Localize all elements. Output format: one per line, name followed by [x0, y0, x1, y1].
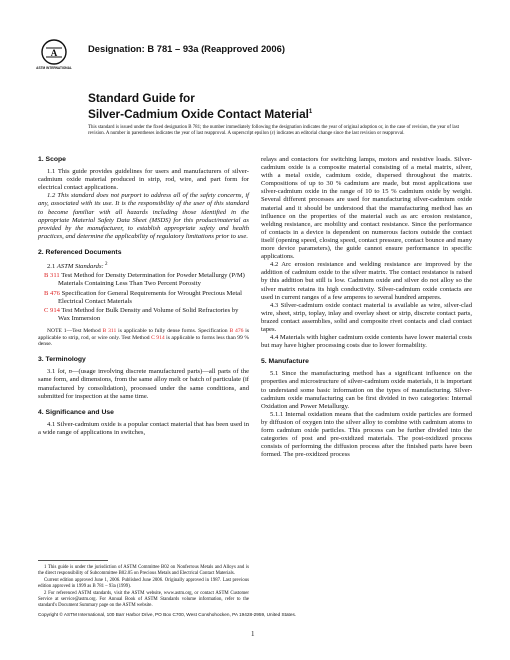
paragraph-5-1: 5.1 Since the manufacturing method has a significant influence on the properties and microstructure of silver-cadmium oxide materials, it is important to understand some basic information on the types of manufacturing. Silver-cadmium oxide manufacturing can be first divided in two categories: Internal Oxidation and Power Metallurgy. [261, 370, 472, 410]
document-designation: Designation: B 781 – 93a (Reapproved 2006) [88, 43, 285, 54]
page-number: 1 [251, 630, 255, 638]
svg-text:A: A [50, 48, 58, 58]
footnote-2-mark[interactable]: 2 [103, 262, 108, 268]
paragraph-1-1: 1.1 This guide provides guidelines for users and manufacturers of silver-cadmium oxide material produced in strip, rod, wire, and part form for electrical contact applications. [38, 168, 249, 192]
note-link-b311[interactable]: B 311 [102, 327, 117, 334]
title-line-1: Standard Guide for [88, 91, 195, 105]
copyright-line: Copyright © ASTM International, 100 Barr Harbor Drive, PO Box C700, West Conshohocken, PA 19428-2959, United States. [38, 612, 297, 617]
title-line-2: Silver-Cadmium Oxide Contact Material$^1$ [88, 106, 313, 121]
paragraph-4-1-start: 4.1 Silver-cadmium oxide is a popular contact material that has been used in a wide range of applications in switches, [38, 420, 249, 436]
reference-link-b476[interactable]: B 476 [44, 289, 60, 297]
issue-note: This standard is issued under the fixed designation B 781; the number immediately following the designation indicates the year of original adoption or, in the case of revision, the year of last revision. A number in parentheses indicates the year of last reapproval. A superscript epsilon (ε) indicates an editorial change since the last revision or reapproval. [88, 125, 459, 137]
paragraph-4-3: 4.3 Silver-cadmium oxide contact material is available as wire, silver-clad wire, sheet, strip, toplay, inlay and overlay sheet or strip, discrete contact parts, brazed contact assemblies, solid and composite rivet contacts and clad contact tapes. [261, 301, 472, 333]
reference-c914: C 914 Test Method for Bulk Density and Volume of Solid Refractories by Wax Immersion [44, 306, 239, 322]
footnote-1: 1 This guide is under the jurisdiction of ASTM Committee B02 on Nonferrous Metals and Alloys and is the direct responsibility of Subcommittee B02.05 on Precious Metals and Electrical Contact Materials. [38, 565, 249, 576]
left-column [38, 156, 249, 437]
right-column [261, 156, 472, 459]
section-heading-scope: 1. Scope [38, 156, 66, 163]
note-link-b476[interactable]: B 476 [229, 327, 244, 334]
section-heading-referenced-documents: 2. Referenced Documents [38, 248, 122, 256]
footnote-2: 2 For referenced ASTM standards, visit the ASTM website, www.astm.org, or contact ASTM Customer Service at service@astm.org. For Annual Book of ASTM Standards volume information, refer to the standard's Document Summary page on the ASTM website. [38, 591, 249, 608]
footnotes [38, 560, 249, 610]
section-heading-terminology: 3. Terminology [38, 356, 86, 364]
logo-text: ASTM INTERNATIONAL [36, 66, 72, 70]
note-1: NOTE 1—Test Method B 311 is applicable to fully dense forms. Specification B 476 is applicable to strip, rod, or wire only. Test Method C 914 is applicable to forms less than 99 % dense. [38, 327, 250, 348]
paragraph-5-1-1: 5.1.1 Internal oxidation means that the cadmium oxide particles are formed by diffusion of oxygen into the silver alloy to combine with cadmium atoms to form cadmium oxide particles. This process can be further divided into the categories of post and pre-oxidized materials. The post-oxidized process consists of performing the diffusion process after the finished parts have been formed. The pre-oxidized process [261, 410, 472, 459]
paragraph-4-1-cont: relays and contactors for switching lamps, motors and resistive loads. Silver-cadmium oxide is a composite material consisting of a metal matrix, silver, with a metal oxide, cadmium oxide, dispersed throughout the matrix. Compositions of up to 30 % cadmium are made, but most applications use silver-cadmium oxide in the range of 10 to 15 % cadmium oxide by weight. Several different processes are used for manufacturing silver-cadmium oxide material and it should be understood that the manufacturing method has an influence on the properties of the material such as arc erosion resistance, welding resistance, arc mobility and contact resistance. Since the performance of contacts in a device is dependent on numerous factors outside the contact itself (opening speed, closing speed, contact pressure, contact bounce and many more device parameters), the guide cannot ensure performance in specific applications. [261, 156, 472, 261]
document-title [88, 92, 312, 121]
title-footnote-mark[interactable]: 1 [308, 108, 313, 115]
paragraph-3-1: 3.1 lot, n—(usage involving discrete manufactured parts)—all parts of the same form, and dimensions, from the same alloy melt or batch of particulate (if manufactured by consolidation), processed under the same conditions, and submitted for inspection at the same time. [38, 368, 249, 400]
paragraph-1-2: 1.2 This standard does not purport to address all of the safety concerns, if any, associated with its use. It is the responsibility of the user of this standard to become familiar with all hazards including those identified in the appropriate Material Safety Data Sheet (MSDS) for this product/material as provided by the manufacturer, to establish appropriate safety and health practices, and determine the applicability of regulatory limitations prior to use. [38, 192, 249, 240]
note-link-c914[interactable]: C 914 [151, 334, 165, 341]
paragraph-2-1: 2.1 ASTM Standards: $^2$ [47, 262, 108, 271]
reference-b311: B 311 Test Method for Density Determination for Powder Metallurgy (P/M) Materials Containing Less Than Two Percent Porosity [44, 272, 245, 288]
paragraph-4-4: 4.4 Materials with higher cadmium oxide contents have lower material costs but may have higher processing costs due to lower formability. [261, 334, 472, 350]
reference-link-c914[interactable]: C 914 [44, 306, 60, 314]
reference-b476: B 476 Specification for General Requirements for Wrought Precious Metal Electrical Contact Materials [44, 289, 242, 305]
astm-logo-icon [38, 38, 70, 70]
paragraph-4-2: 4.2 Arc erosion resistance and welding resistance are improved by the addition of cadmium oxide to the silver matrix. The contact resistance is raised by this addition but still is low. Cadmium oxide and silver do not alloy so the silver matrix retains its high conductivity. Silver-cadmium oxide contacts are used in current ranges of a few amperes to several hundred amperes. [261, 261, 472, 301]
reference-link-b311[interactable]: B 311 [44, 272, 60, 280]
section-heading-manufacture: 5. Manufacture [261, 358, 309, 366]
section-heading-significance: 4. Significance and Use [38, 408, 114, 416]
footnote-1-approval: Current edition approved June 1, 2006. Published June 2006. Originally approved in 1987. Last previous edition approved in 1999 as B 781 – 93a (1999). [38, 578, 249, 589]
footnote-rule [38, 560, 108, 561]
